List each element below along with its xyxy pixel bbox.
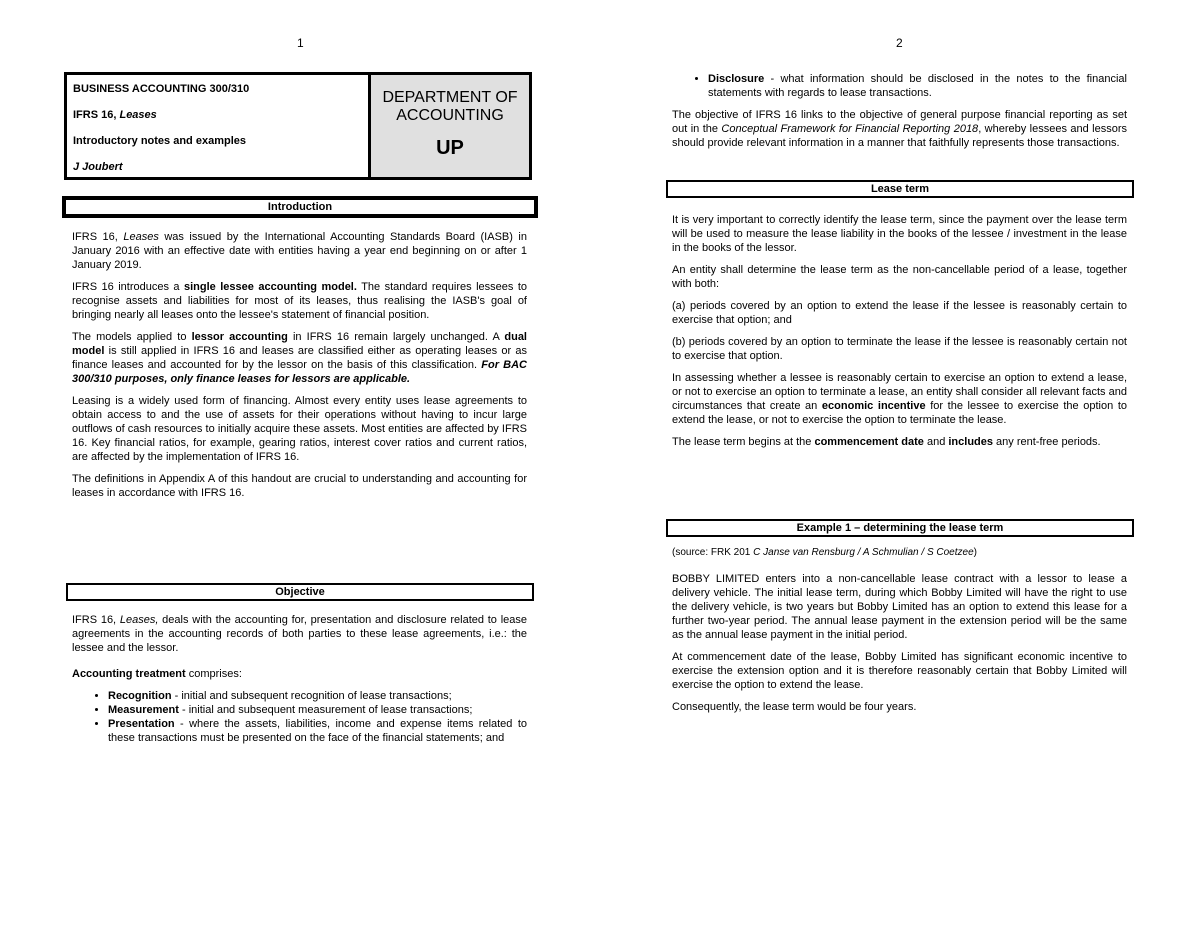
lease-term-paragraph-6: The lease term begins at the commencement date and includes any rent-free periods. (672, 436, 1101, 448)
objective-link-paragraph: The objective of IFRS 16 links to the objective of general purpose financial reporting as set out in the Conceptual Framework for Financial Reporting 2018, whereby lessees and lessors should provide relevant information in a manner that faithfully represents those transactions. (672, 109, 1127, 149)
page-number-left: 1 (297, 36, 304, 50)
example-conclusion: Consequently, the lease term would be four years. (672, 701, 917, 713)
example-1-section (672, 546, 1127, 714)
handout-subtitle: Introductory notes and examples (73, 135, 246, 147)
disclosure-list (672, 72, 1127, 100)
example-paragraph-1: BOBBY LIMITED enters into a non-cancellable lease contract with a lessor to lease a delivery vehicle. The initial lease term, during which Bobby Limited will have the right to use the delivery vehicle, is two years but Bobby Limited has an option to extend this lease for a further two-year period. The annual lease payment in the extension period will be the same as the annual lease payment in the initial period. (672, 573, 1127, 641)
university-code: UP (436, 137, 464, 159)
lease-term-section (672, 213, 1127, 449)
page-number-right: 2 (896, 36, 903, 50)
intro-paragraph-5: The definitions in Appendix A of this handout are crucial to understanding and accounting for leases in accordance with IFRS 16. (72, 473, 527, 499)
lease-term-paragraph-1: It is very important to correctly identify the lease term, since the payment over the lease term will be used to measure the lease liability in the books of the lessee / investment in the lease in the books of the lessor. (672, 214, 1127, 254)
objective-section (72, 613, 527, 745)
intro-paragraph-1: IFRS 16, Leases was issued by the International Accounting Standards Board (IASB) in January 2016 with an effective date with entities having a year end beginning on or after 1 January 2019. (72, 231, 527, 271)
introduction-section (72, 230, 527, 500)
lease-term-paragraph-4: (b) periods covered by an option to terminate the lease if the lessee is reasonably certain not to exercise that option. (672, 336, 1127, 362)
section-heading-example-1: Example 1 – determining the lease term (666, 519, 1134, 537)
course-code: BUSINESS ACCOUNTING 300/310 (73, 83, 250, 95)
accounting-treatment-intro: Accounting treatment comprises: (72, 668, 242, 680)
department-line1: DEPARTMENT OF (382, 89, 518, 106)
department-line2: ACCOUNTING (396, 107, 504, 124)
intro-paragraph-3: The models applied to lessor accounting in IFRS 16 remain largely unchanged. A dual model is still applied in IFRS 16 and leases are classified either as operating leases or as finance leases and accounted for by the lessor on the basis of this classification. For BAC 300/310 purposes, only finance leases for lessors are applicable. (72, 331, 528, 385)
objective-paragraph: IFRS 16, Leases, deals with the accounting for, presentation and disclosure related to lease agreements in the accounting records of both parties to these lease agreements, i.e.: the lessee and the lessor. (72, 614, 527, 654)
lease-term-paragraph-3: (a) periods covered by an option to extend the lease if the lessee is reasonably certain to exercise that option; and (672, 300, 1127, 326)
section-heading-lease-term: Lease term (666, 180, 1134, 198)
intro-paragraph-4: Leasing is a widely used form of financing. Almost every entity uses lease agreements to obtain access to and the use of assets for their operations without having to incur large outflows of cash resources to initially acquire these assets. Most entities are affected by IFRS 16. Key financial ratios, for example, gearing ratios, interest cover ratios and current ratios, are affected by the implementation of IFRS 16. (72, 395, 527, 463)
list-item: • Recognition - initial and subsequent recognition of lease transactions; (108, 689, 527, 703)
course-header-box (64, 72, 532, 180)
department-panel (371, 75, 529, 177)
section-heading-objective: Objective (66, 583, 534, 601)
section-heading-introduction: Introduction (62, 196, 538, 218)
author: J Joubert (73, 161, 123, 173)
course-info (67, 75, 371, 177)
accounting-treatment-list (72, 689, 527, 745)
intro-paragraph-2: IFRS 16 introduces a single lessee accounting model. The standard requires lessees to recognise assets and liabilities for most of its leases, thus realising the IASB's goal of bringing nearly all leases onto the lessee's statement of financial position. (72, 281, 528, 321)
example-source: (source: FRK 201 C Janse van Rensburg / A Schmulian / S Coetzee) (672, 547, 977, 558)
standard-prefix: IFRS 16, (73, 109, 120, 121)
lease-term-paragraph-2: An entity shall determine the lease term as the non-cancellable period of a lease, together with both: (672, 264, 1127, 290)
list-item: • Measurement - initial and subsequent measurement of lease transactions; (108, 703, 527, 717)
standard-name: Leases (119, 109, 157, 121)
example-paragraph-2: At commencement date of the lease, Bobby Limited has significant economic incentive to exercise the extension option and it is therefore reasonably certain that Bobby Limited will exercise the option to extend the lease. (672, 651, 1127, 691)
list-item: • Disclosure - what information should be disclosed in the notes to the financial statements with regards to lease transactions. (708, 72, 1127, 100)
right-page-intro (672, 72, 1127, 150)
lease-term-paragraph-5: In assessing whether a lessee is reasonably certain to exercise an option to extend a lease, or not to exercise an option to terminate a lease, an entity shall consider all relevant facts and circumstances that create an economic incentive for the lessee to exercise the option to extend the lease, or not to exercise the option to terminate the lease. (672, 372, 1127, 426)
standard-title (73, 109, 362, 135)
list-item: • Presentation - where the assets, liabilities, income and expense items related to these transactions must be presented on the face of the financial statements; and (108, 717, 527, 745)
